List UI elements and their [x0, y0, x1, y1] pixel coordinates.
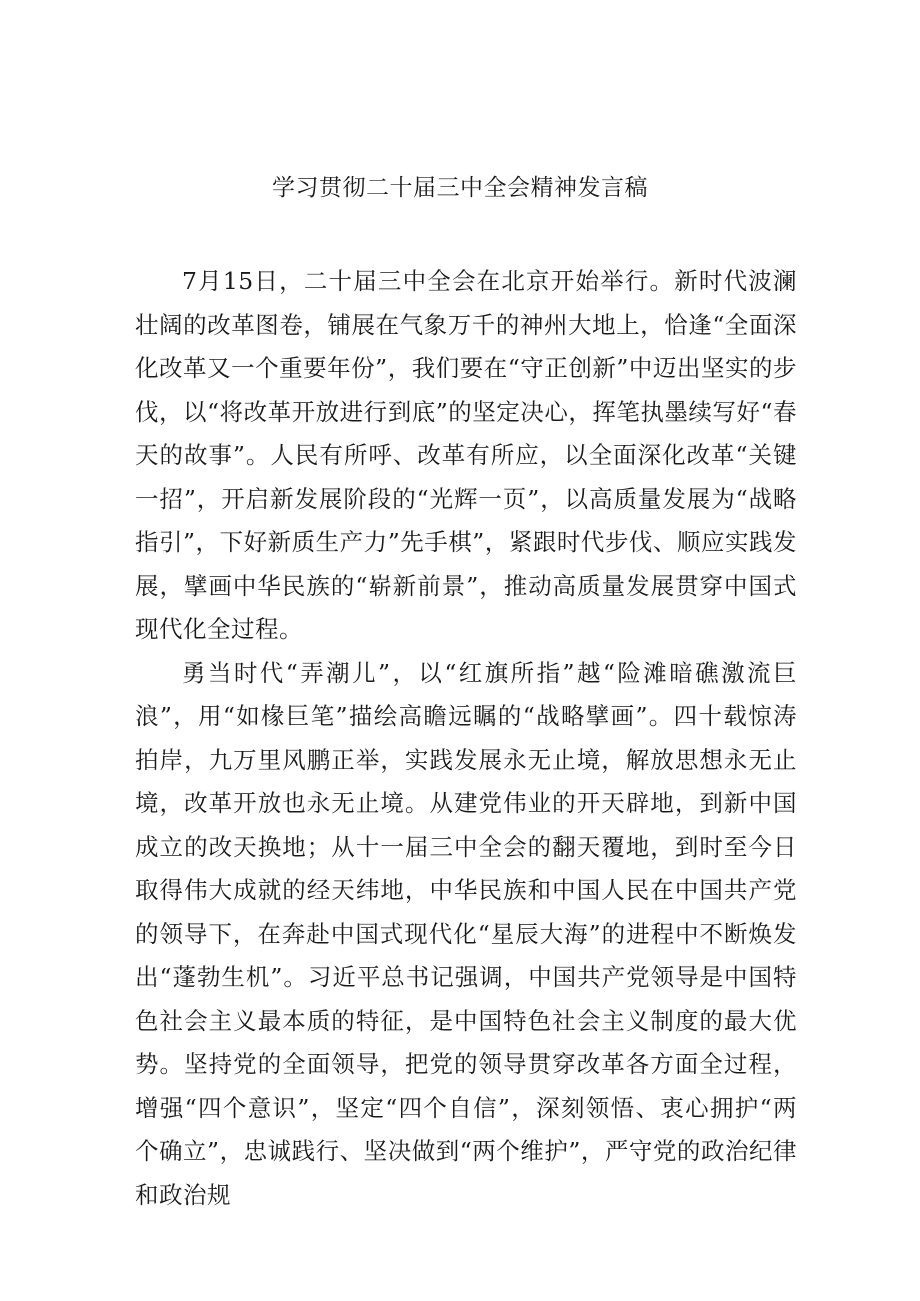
paragraph-1: 7月15日，二十届三中全会在北京开始举行。新时代波澜壮阔的改革图卷，铺展在气象万千的神州大地上，恰逢“全面深化改革又一个重要年份”，我们要在“守正创新”中迈出坚实的步伐，以“将改革开放进行到底”的坚定决心，挥笔执墨续写好“春天的故事”。人民有所呼、改革有所应，以全面深化改革“关键一招”，开启新发展阶段的“光辉一页”，以高质量发展为“战略指引”，下好新质生产力”先手棋”，紧跟时代步伐、顺应实践发展，擘画中华民族的“崭新前景”，推动高质量发展贯穿中国式现代化全过程。	[135, 267, 797, 643]
document-title: 学习贯彻二十届三中全会精神发言稿	[272, 175, 648, 201]
document-body	[135, 260, 797, 1217]
paragraph-2: 勇当时代“弄潮儿”，以“红旗所指”越“险滩暗礁激流巨浪”，用“如椽巨笔”描绘高瞻远瞩的“战略擘画”。四十载惊涛拍岸，九万里风鹏正举，实践发展永无止境，解放思想永无止境，改革开放也永无止境。从建党伟业的开天辟地，到新中国成立的改天换地；从十一届三中全会的翻天覆地，到时至今日取得伟大成就的经天纬地，中华民族和中国人民在中国共产党的领导下，在奔赴中国式现代化“星辰大海”的进程中不断焕发出“蓬勃生机”。习近平总书记强调，中国共产党领导是中国特色社会主义最本质的特征，是中国特色社会主义制度的最大优势。坚持党的全面领导，把党的领导贯穿改革各方面全过程，增强“四个意识”，坚定“四个自信”，深刻领悟、衷心拥护“两个确立”，忠诚践行、坚决做到“两个维护”，严守党的政治纪律和政治规	[135, 658, 797, 1209]
